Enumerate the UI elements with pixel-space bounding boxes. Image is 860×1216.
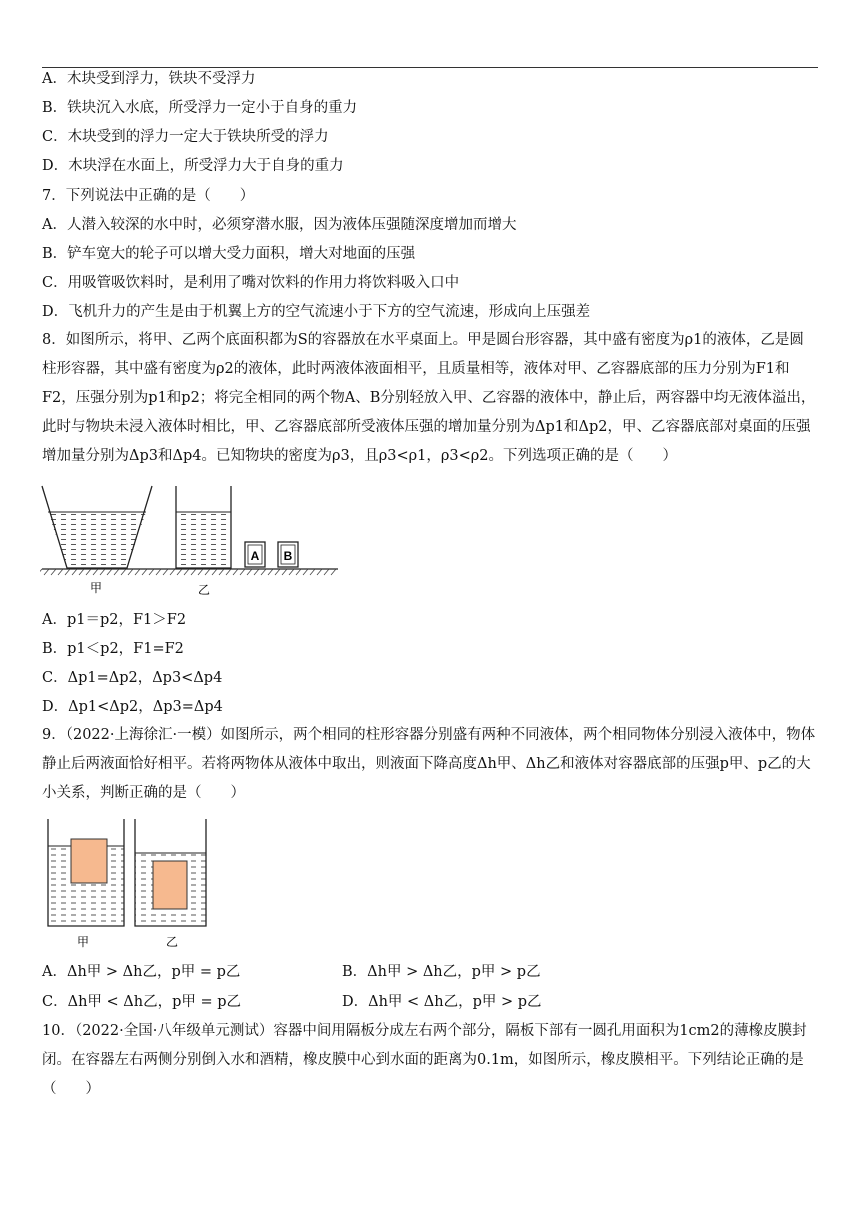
q7-stem: 7．下列说法中正确的是（ ） [42,188,255,204]
q9-container-jia [48,819,124,926]
q9-option-d: D．Δh甲 < Δh乙，p甲 > p乙 [342,994,542,1010]
q7-option-c: C．用吸管吸饮料时，是利用了嘴对饮料的作用力将饮料吸入口中 [42,275,460,291]
q8-stem: 8．如图所示，将甲、乙两个底面积都为S的容器放在水平桌面上。甲是圆台形容器，其中盛有密度为ρ1的液体，乙是圆柱形容器，其中盛有密度为ρ2的液体，此时两液体液面相平，且质量相等，液体对甲、乙容器底部的压力分别为F1和F2，压强分别为p1和p2；将完全相同的两个物A、B分别轻放入甲、乙容器的液体中，静止后，两容器中均无液体溢出，此时与物块未浸入液体时相比，甲、乙容器底部所受液体压强的增加量分别为Δp1和Δp2，甲、乙容器底部对桌面的压强增加量分别为Δp3和Δp4。已知物块的密度为ρ3，且ρ3<ρ1，ρ3<ρ2。下列选项正确的是（ ） [42,332,816,464]
q8-table-ground [40,569,338,575]
q8-label-yi: 乙 [198,583,211,597]
q7-option-a: A．人潜入较深的水中时，必须穿潜水服，因为液体压强随深度增加而增大 [42,217,517,233]
q7-option-b: B．铲车宽大的轮子可以增大受力面积，增大对地面的压强 [42,246,416,262]
q8-option-c: C．Δp1=Δp2，Δp3<Δp4 [42,670,223,686]
q6-option-a: A．木块受到浮力，铁块不受浮力 [42,71,256,87]
q8-option-a: A．p1＝p2，F1＞F2 [42,612,187,628]
q9-figure [40,816,220,951]
header-rule [42,67,818,68]
q8-block-a [245,542,265,567]
q9-option-c: C．Δh甲 < Δh乙，p甲 = p乙 [42,994,242,1010]
q8-block-b [278,542,298,567]
q9-object-jia [71,839,107,883]
q8-label-a: A [250,549,260,563]
q8-figure [40,482,340,600]
q8-option-b: B．p1＜p2，F1=F2 [42,641,184,657]
q8-container-yi [176,486,231,568]
q6-option-d: D．木块浮在水面上，所受浮力大于自身的重力 [42,158,344,174]
q6-option-c: C．木块受到的浮力一定大于铁块所受的浮力 [42,129,329,145]
q9-stem: 9．（2022·上海徐汇·一模）如图所示，两个相同的柱形容器分别盛有两种不同液体，两个相同物体分别浸入液体中，物体静止后两液面恰好相平。若将两物体从液体中取出，则液面下降高度Δh甲、Δh乙和液体对容器底部的压强p甲、p乙的大小关系，判断正确的是（ ） [42,727,816,801]
q9-container-yi [135,819,206,926]
q8-option-d: D．Δp1<Δp2，Δp3=Δp4 [42,699,223,715]
q7-option-d: D．飞机升力的产生是由于机翼上方的空气流速小于下方的空气流速，形成向上压强差 [42,304,591,320]
q8-container-jia [42,486,152,568]
q9-object-yi [153,861,187,909]
q9-option-a: A．Δh甲 > Δh乙，p甲 = p乙 [42,964,241,980]
q6-option-b: B．铁块沉入水底，所受浮力一定小于自身的重力 [42,100,358,116]
q8-label-b: B [283,549,293,563]
q9-option-b: B．Δh甲 > Δh乙，p甲 > p乙 [342,964,541,980]
q8-label-jia: 甲 [90,581,103,595]
q10-stem: 10．（2022·全国·八年级单元测试）容器中间用隔板分成左右两个部分，隔板下部有一圆孔用面积为1cm2的薄橡皮膜封闭。在容器左右两侧分别倒入水和酒精，橡皮膜中心到水面的距离为0.1m，如图所示，橡皮膜相平。下列结论正确的是（ ） [42,1023,807,1097]
q9-label-yi: 乙 [166,935,179,949]
q9-label-jia: 甲 [77,935,90,949]
